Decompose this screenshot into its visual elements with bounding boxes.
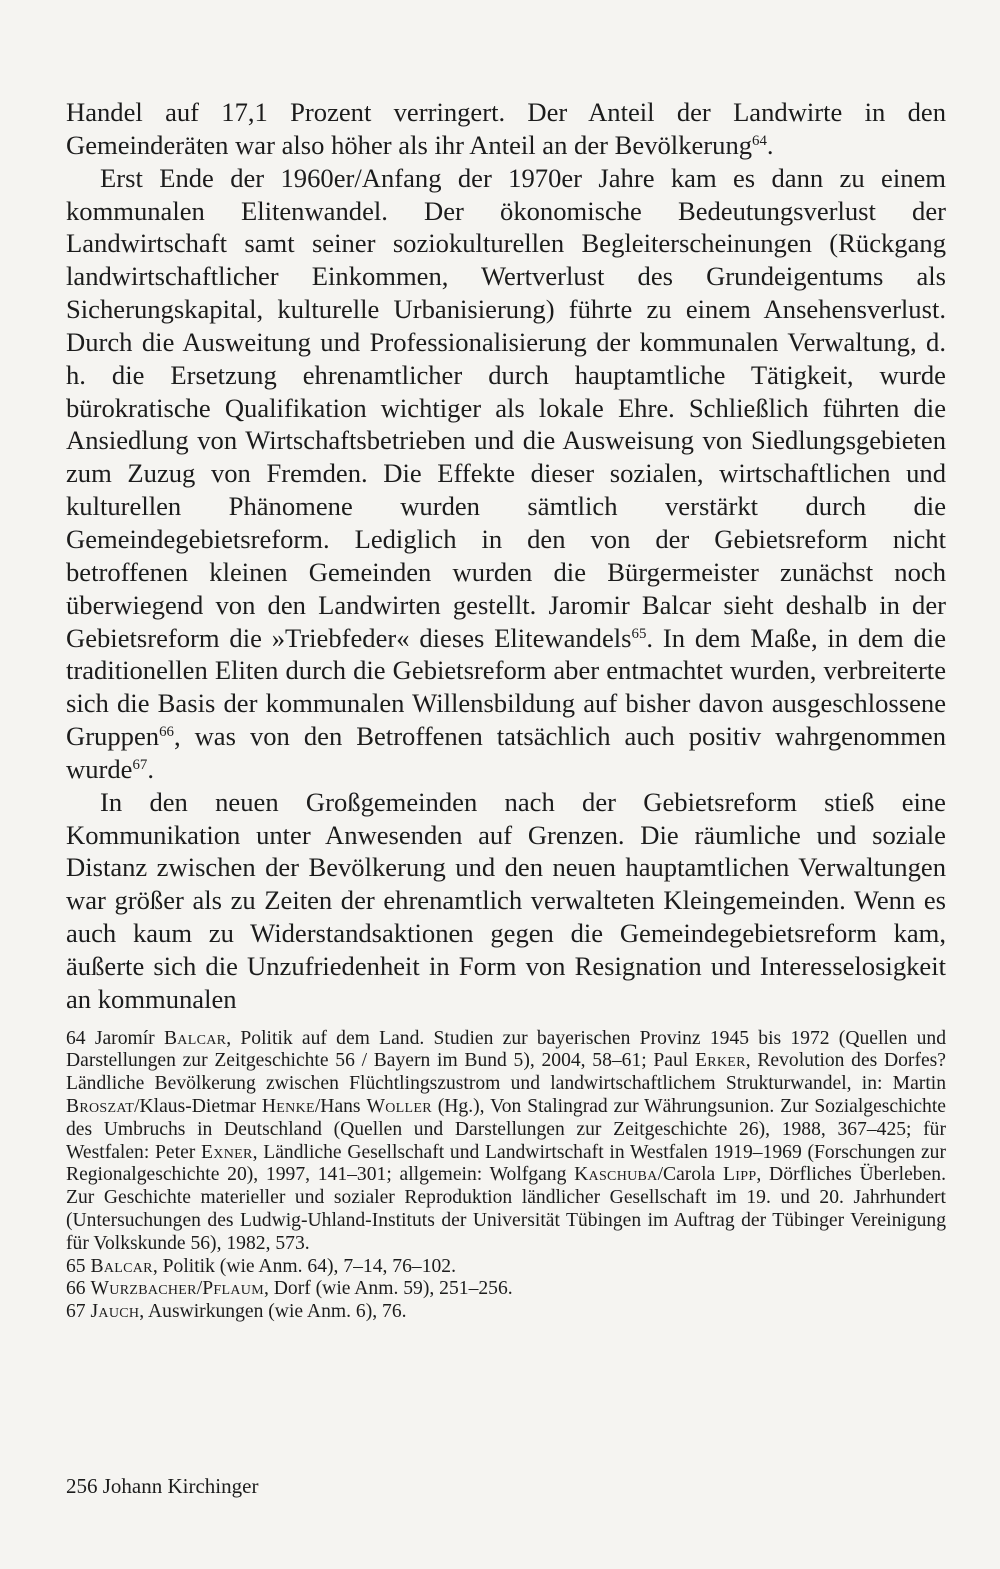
paragraph-2-text-b: . In dem Maße, in dem die traditionellen Eliten durch die Gebietsreform aber entmachtet wurden, verbreiterte sich die Basis der kommunalen Willensbildung auf bisher davon ausgeschlossene Gruppen: [66, 622, 946, 752]
footnotes: [66, 1028, 946, 1324]
paragraph-2: [66, 162, 946, 786]
footnote-number: 66: [66, 1278, 86, 1300]
paragraph-2-text-c: , was von den Betroffenen tatsächlich auch positiv wahrgenommen wurde: [66, 721, 946, 784]
paragraph-1-end: .: [766, 129, 774, 160]
footnote-ref-64: 64: [752, 132, 767, 149]
footnote-text: , Politik (wie Anm. 64), 7–14, 76–102.: [152, 1255, 456, 1277]
author-name: Exner: [201, 1141, 253, 1163]
author-name: Balcar: [163, 1027, 227, 1049]
running-author: Johann Kirchinger: [102, 1474, 259, 1498]
paragraph-1-text: Handel auf 17,1 Prozent verringert. Der Anteil der Landwirte in den Gemeinderäten war also höher als ihr Anteil an der Bevölkerung: [66, 97, 946, 160]
footnote-text: , Dorf (wie Anm. 59), 251–256.: [263, 1278, 513, 1300]
footnote-text: , Auswirkungen (wie Anm. 6), 76.: [139, 1301, 407, 1323]
footnote-65: [66, 1256, 946, 1279]
author-name: Pflaum: [202, 1278, 264, 1300]
footnote-text: (Hg.), Von Stalingrad zur Währungsunion. Zur Sozialgeschichte des Umbruchs in Deutschland (Quellen und Darstellungen zur Zeitgeschichte 26), 1988, 367–425; für Westfalen: Peter: [66, 1096, 946, 1163]
author-name: Woller: [366, 1096, 432, 1118]
footnote-text: , Revolution des Dorfes? Ländliche Bevölkerung zwischen Flüchtlingszustrom und landwirtschaftlichem Strukturwandel, in: Martin: [66, 1050, 946, 1095]
footnote-ref-65: 65: [631, 625, 647, 642]
footnote-number: 65: [66, 1255, 86, 1277]
footnote-text: /Carola: [657, 1164, 723, 1186]
author-name: Henke: [261, 1096, 315, 1118]
footnote-number: 64: [66, 1027, 86, 1049]
footnote-text: Jaromír: [94, 1027, 164, 1049]
page-footer: [66, 1473, 258, 1499]
footnote-64: [66, 1028, 946, 1256]
footnote-text: /Klaus-Dietmar: [134, 1096, 262, 1118]
main-text: [66, 96, 946, 1016]
footnote-ref-66: 66: [159, 723, 174, 740]
author-name: Erker: [694, 1050, 746, 1072]
footnote-text: , Dörfliches Überleben. Zur Geschichte materieller und sozialer Reproduktion ländlicher Gesellschaft im 19. und 20. Jahrhundert (Untersuchungen des Ludwig-Uhland-Instituts der Universität Tübingen im Auftrag der Tübinger Vereinigung für Volkskunde 56), 1982, 573.: [66, 1164, 946, 1254]
footnote-text: , Ländliche Gesellschaft und Landwirtschaft in Westfalen 1919–1969 (Forschungen zur Regionalgeschichte 20), 1997, 141–301; allgemein: Wolfgang: [66, 1141, 946, 1186]
author-name: Wurzbacher: [90, 1278, 197, 1300]
footnote-66: [66, 1278, 946, 1301]
author-name: Jauch: [90, 1301, 140, 1323]
author-name: Broszat: [66, 1096, 135, 1118]
author-name: Balcar: [90, 1255, 153, 1277]
footnote-text: /Hans: [314, 1096, 367, 1118]
footnote-text: , Politik auf dem Land. Studien zur bayerischen Provinz 1945 bis 1972 (Quellen und Darstellungen zur Zeitgeschichte 56 / Bayern im Bund 5), 2004, 58–61; Paul: [66, 1027, 946, 1072]
author-name: Kaschuba: [574, 1164, 658, 1186]
footnote-text: /: [196, 1278, 203, 1300]
page-number: 256: [66, 1474, 98, 1498]
paragraph-2-end: .: [147, 753, 154, 784]
author-name: Lipp: [723, 1164, 757, 1186]
paragraph-1: [66, 96, 946, 162]
book-page: [66, 96, 946, 1324]
footnote-number: 67: [66, 1301, 86, 1323]
paragraph-3: In den neuen Großgemeinden nach der Gebietsreform stieß eine Kommunikation unter Anwesenden auf Grenzen. Die räumliche und soziale Distanz zwischen der Bevölkerung und den neuen hauptamtlichen Verwaltungen war größer als zu Zeiten der ehrenamtlich verwalteten Kleingemeinden. Wenn es auch kaum zu Widerstandsaktionen gegen die Gemeindegebietsreform kam, äußerte sich die Unzufriedenheit in Form von Resignation und Interesselosigkeit an kommunalen: [66, 786, 946, 1014]
footnote-ref-67: 67: [132, 756, 148, 773]
paragraph-2-text-a: Erst Ende der 1960er/Anfang der 1970er Jahre kam es dann zu einem kommunalen Elitenwandel. Der ökonomische Bedeutungsverlust der Landwirtschaft samt seiner soziokulturellen Begleiterscheinungen (Rückgang landwirtschaftlicher Einkommen, Wertverlust des Grundeigentums als Sicherungskapital, kulturelle Urbanisierung) führte zu einem Ansehensverlust. Durch die Ausweitung und Professionalisierung der kommunalen Verwaltung, d. h. die Ersetzung ehrenamtlicher durch hauptamtliche Tätigkeit, wurde bürokratische Qualifikation wichtiger als lokale Ehre. Schließlich führten die Ansiedlung von Wirtschaftsbetrieben und die Ausweisung von Siedlungsgebieten zum Zuzug von Fremden. Die Effekte dieser sozialen, wirtschaftlichen und kulturellen Phänomene wurden sämtlich verstärkt durch die Gemeindegebietsreform. Lediglich in den von der Gebietsreform nicht betroffenen kleinen Gemeinden wurden die Bürgermeister zunächst noch überwiegend von den Landwirten gestellt. Jaromir Balcar sieht deshalb in der Gebietsreform die »Triebfeder« dieses Elitewandels: [66, 162, 946, 653]
footnote-67: [66, 1301, 946, 1324]
